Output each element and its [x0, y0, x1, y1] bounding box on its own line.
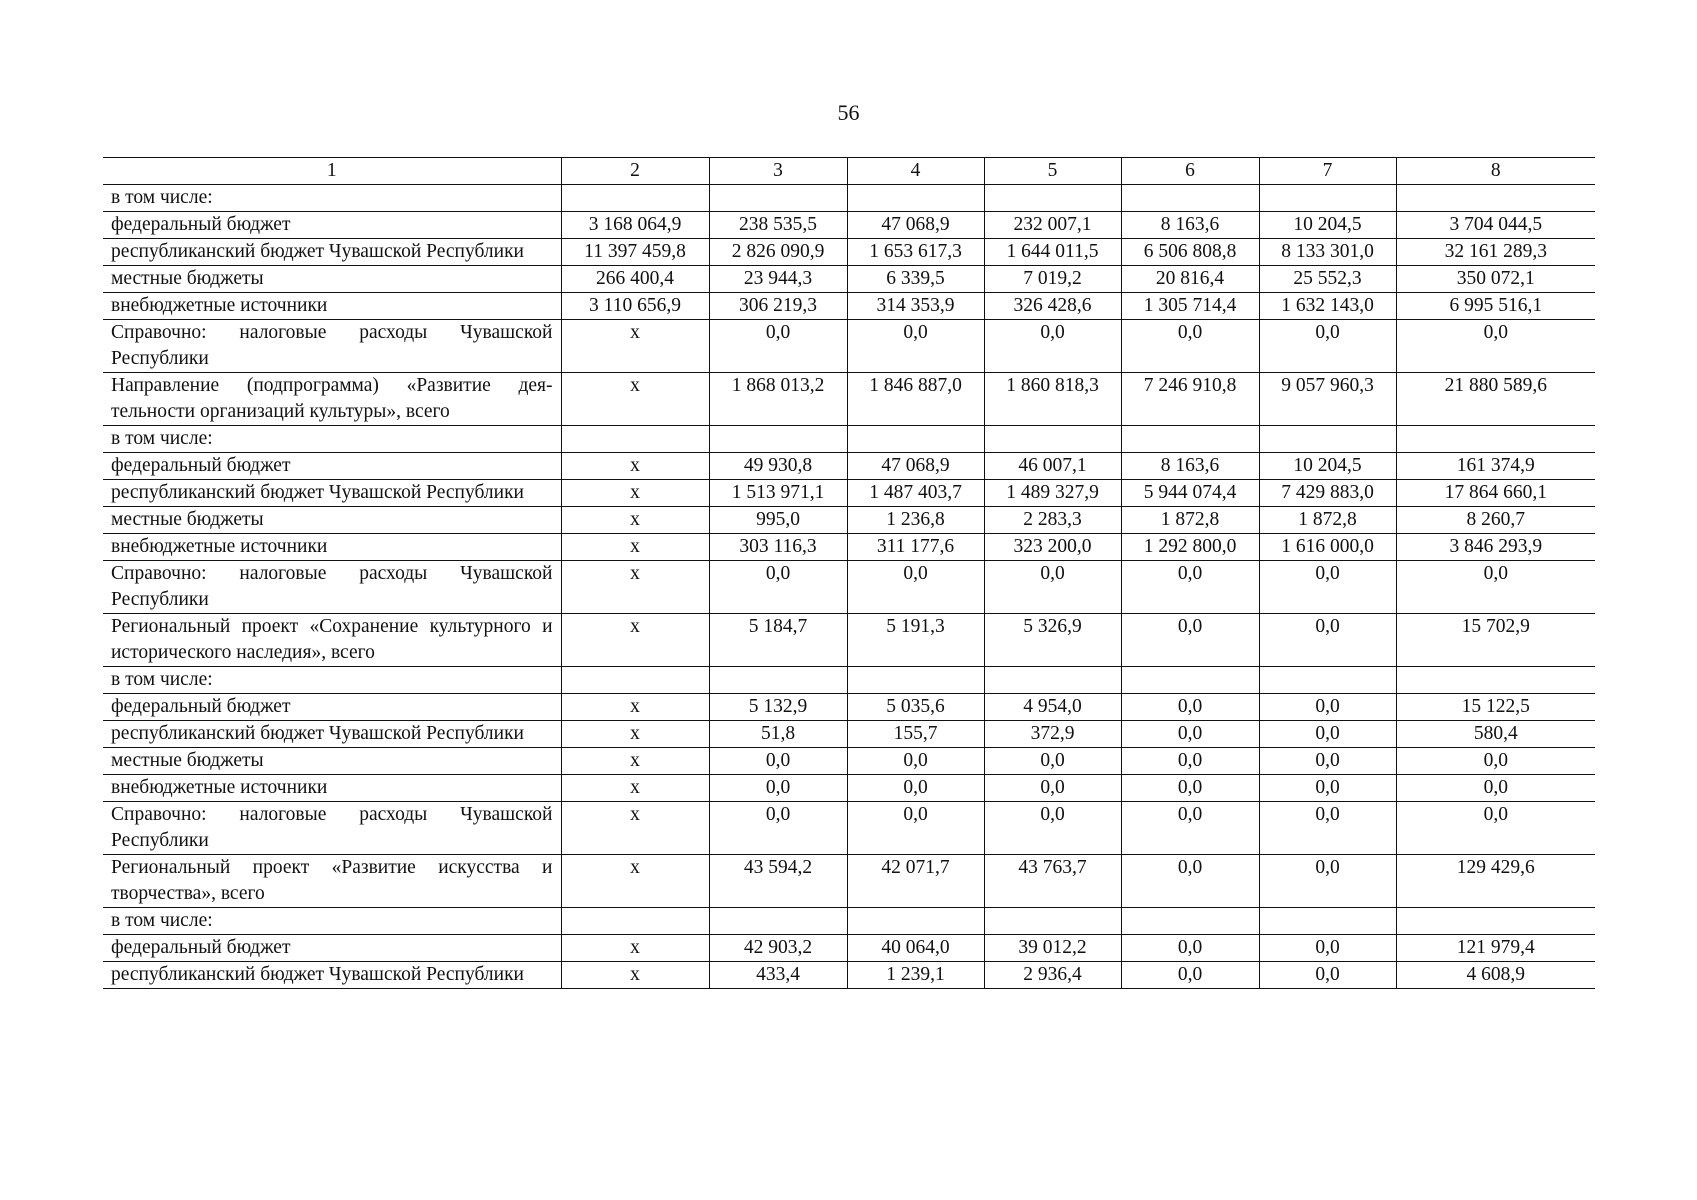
value-cell: x [561, 320, 709, 373]
table-row [103, 694, 1595, 721]
value-cell: 40 064,0 [847, 935, 984, 962]
table-row [103, 426, 1595, 453]
value-cell: 21 880 589,6 [1396, 373, 1595, 426]
value-cell: 1 489 327,9 [984, 480, 1121, 507]
value-cell: x [561, 721, 709, 748]
table-row [103, 775, 1595, 802]
value-cell: 0,0 [1121, 935, 1259, 962]
value-cell: 2 283,3 [984, 507, 1121, 534]
value-cell: 1 305 714,4 [1121, 293, 1259, 320]
row-label: Региональный проект «Развитие искусства и творчества», всего [103, 855, 561, 908]
value-cell: x [561, 561, 709, 614]
table-body [103, 185, 1595, 989]
table-row [103, 748, 1595, 775]
value-cell: 4 608,9 [1396, 962, 1595, 989]
value-cell: 326 428,6 [984, 293, 1121, 320]
value-cell: 0,0 [709, 320, 847, 373]
value-cell: 6 995 516,1 [1396, 293, 1595, 320]
value-cell: 0,0 [1121, 320, 1259, 373]
value-cell [709, 185, 847, 212]
row-label: внебюджетные источники [103, 293, 561, 320]
value-cell [561, 908, 709, 935]
value-cell [847, 426, 984, 453]
value-cell: 10 204,5 [1259, 212, 1396, 239]
value-cell: 3 846 293,9 [1396, 534, 1595, 561]
value-cell [561, 185, 709, 212]
row-label: Направление (подпрограмма) «Развитие деятельности организаций культуры», всего [103, 373, 561, 426]
value-cell: 17 864 660,1 [1396, 480, 1595, 507]
column-header: 7 [1259, 158, 1396, 185]
value-cell: 43 763,7 [984, 855, 1121, 908]
row-label: в том числе: [103, 185, 561, 212]
value-cell [1396, 667, 1595, 694]
value-cell: 39 012,2 [984, 935, 1121, 962]
value-cell: 433,4 [709, 962, 847, 989]
value-cell: 0,0 [709, 802, 847, 855]
value-cell: x [561, 775, 709, 802]
value-cell: 0,0 [1259, 561, 1396, 614]
value-cell: 23 944,3 [709, 266, 847, 293]
column-header: 4 [847, 158, 984, 185]
row-label: республиканский бюджет Чувашской Республики [103, 480, 561, 507]
value-cell: x [561, 534, 709, 561]
value-cell: 0,0 [1396, 561, 1595, 614]
value-cell: x [561, 855, 709, 908]
table-row [103, 614, 1595, 667]
value-cell: 0,0 [1259, 320, 1396, 373]
row-label: местные бюджеты [103, 266, 561, 293]
value-cell: 0,0 [847, 561, 984, 614]
table-row [103, 239, 1595, 266]
value-cell: 1 872,8 [1259, 507, 1396, 534]
value-cell: 1 632 143,0 [1259, 293, 1396, 320]
value-cell: 0,0 [1121, 748, 1259, 775]
value-cell: 0,0 [1259, 614, 1396, 667]
column-header: 5 [984, 158, 1121, 185]
value-cell: 4 954,0 [984, 694, 1121, 721]
row-label: Региональный проект «Сохранение культурного и исторического наследия», всего [103, 614, 561, 667]
value-cell: x [561, 453, 709, 480]
value-cell: 0,0 [847, 320, 984, 373]
value-cell: x [561, 507, 709, 534]
row-label: федеральный бюджет [103, 694, 561, 721]
value-cell: 42 903,2 [709, 935, 847, 962]
row-label: Справочно: налоговые расходы Чувашской Республики [103, 320, 561, 373]
table-row [103, 320, 1595, 373]
value-cell [984, 908, 1121, 935]
value-cell: 0,0 [1259, 855, 1396, 908]
value-cell: 11 397 459,8 [561, 239, 709, 266]
value-cell: 350 072,1 [1396, 266, 1595, 293]
value-cell [561, 667, 709, 694]
row-label: федеральный бюджет [103, 935, 561, 962]
value-cell [1121, 908, 1259, 935]
value-cell: 0,0 [984, 802, 1121, 855]
value-cell: 49 930,8 [709, 453, 847, 480]
value-cell: 1 513 971,1 [709, 480, 847, 507]
value-cell [1259, 185, 1396, 212]
value-cell: x [561, 614, 709, 667]
row-label: местные бюджеты [103, 748, 561, 775]
value-cell: 1 616 000,0 [1259, 534, 1396, 561]
table-row [103, 453, 1595, 480]
value-cell: 5 184,7 [709, 614, 847, 667]
value-cell: 0,0 [984, 561, 1121, 614]
value-cell: 47 068,9 [847, 212, 984, 239]
value-cell: 5 132,9 [709, 694, 847, 721]
value-cell: 0,0 [1396, 802, 1595, 855]
value-cell [1121, 185, 1259, 212]
value-cell: x [561, 802, 709, 855]
value-cell: 1 846 887,0 [847, 373, 984, 426]
value-cell [561, 426, 709, 453]
value-cell: 3 168 064,9 [561, 212, 709, 239]
value-cell [847, 667, 984, 694]
value-cell: x [561, 935, 709, 962]
value-cell: 303 116,3 [709, 534, 847, 561]
value-cell: 3 704 044,5 [1396, 212, 1595, 239]
value-cell: 266 400,4 [561, 266, 709, 293]
value-cell: 0,0 [1259, 802, 1396, 855]
row-label: республиканский бюджет Чувашской Республики [103, 962, 561, 989]
value-cell: 7 019,2 [984, 266, 1121, 293]
row-label: республиканский бюджет Чувашской Республики [103, 721, 561, 748]
row-label: внебюджетные источники [103, 534, 561, 561]
value-cell: 121 979,4 [1396, 935, 1595, 962]
table-row [103, 266, 1595, 293]
value-cell: 323 200,0 [984, 534, 1121, 561]
value-cell: 1 644 011,5 [984, 239, 1121, 266]
value-cell: 0,0 [1121, 962, 1259, 989]
table-row [103, 908, 1595, 935]
value-cell: 15 122,5 [1396, 694, 1595, 721]
value-cell: 7 429 883,0 [1259, 480, 1396, 507]
value-cell: 0,0 [1121, 561, 1259, 614]
value-cell [984, 667, 1121, 694]
value-cell: 0,0 [1121, 694, 1259, 721]
value-cell: 7 246 910,8 [1121, 373, 1259, 426]
value-cell: 0,0 [1259, 962, 1396, 989]
value-cell: 20 816,4 [1121, 266, 1259, 293]
table-row [103, 561, 1595, 614]
value-cell: 1 236,8 [847, 507, 984, 534]
value-cell: 5 326,9 [984, 614, 1121, 667]
value-cell: 0,0 [847, 775, 984, 802]
value-cell: x [561, 962, 709, 989]
value-cell: 238 535,5 [709, 212, 847, 239]
row-label: республиканский бюджет Чувашской Республики [103, 239, 561, 266]
value-cell: 580,4 [1396, 721, 1595, 748]
value-cell: 0,0 [984, 320, 1121, 373]
value-cell: 0,0 [847, 802, 984, 855]
value-cell [709, 426, 847, 453]
value-cell: 5 944 074,4 [1121, 480, 1259, 507]
value-cell: 51,8 [709, 721, 847, 748]
value-cell [709, 908, 847, 935]
value-cell: 42 071,7 [847, 855, 984, 908]
value-cell [847, 185, 984, 212]
value-cell: 1 487 403,7 [847, 480, 984, 507]
value-cell: 10 204,5 [1259, 453, 1396, 480]
value-cell: 0,0 [847, 748, 984, 775]
value-cell: 1 868 013,2 [709, 373, 847, 426]
column-number-header-row [103, 158, 1595, 185]
table-row [103, 802, 1595, 855]
value-cell: 0,0 [709, 561, 847, 614]
value-cell: 1 239,1 [847, 962, 984, 989]
value-cell: 0,0 [1121, 802, 1259, 855]
value-cell [1259, 667, 1396, 694]
value-cell: 5 035,6 [847, 694, 984, 721]
value-cell: 0,0 [1259, 775, 1396, 802]
value-cell [1396, 908, 1595, 935]
value-cell [709, 667, 847, 694]
table-row [103, 962, 1595, 989]
value-cell: 5 191,3 [847, 614, 984, 667]
value-cell: 155,7 [847, 721, 984, 748]
row-label: в том числе: [103, 908, 561, 935]
row-label: федеральный бюджет [103, 212, 561, 239]
table-row [103, 293, 1595, 320]
value-cell: 0,0 [1396, 775, 1595, 802]
value-cell [1396, 426, 1595, 453]
column-header: 2 [561, 158, 709, 185]
table-row [103, 373, 1595, 426]
table-row [103, 534, 1595, 561]
value-cell [1259, 426, 1396, 453]
value-cell: 9 057 960,3 [1259, 373, 1396, 426]
budget-table [103, 157, 1595, 989]
value-cell: 8 133 301,0 [1259, 239, 1396, 266]
value-cell [1396, 185, 1595, 212]
value-cell: 1 872,8 [1121, 507, 1259, 534]
table-row [103, 935, 1595, 962]
value-cell: 995,0 [709, 507, 847, 534]
row-label: Справочно: налоговые расходы Чувашской Республики [103, 561, 561, 614]
value-cell: x [561, 694, 709, 721]
value-cell: 0,0 [984, 748, 1121, 775]
value-cell: 129 429,6 [1396, 855, 1595, 908]
value-cell [984, 426, 1121, 453]
value-cell: 306 219,3 [709, 293, 847, 320]
value-cell: 0,0 [1396, 320, 1595, 373]
value-cell: 43 594,2 [709, 855, 847, 908]
value-cell: 0,0 [984, 775, 1121, 802]
table-row [103, 212, 1595, 239]
value-cell: 232 007,1 [984, 212, 1121, 239]
table-row [103, 185, 1595, 212]
value-cell: x [561, 748, 709, 775]
value-cell [1259, 908, 1396, 935]
value-cell: 1 292 800,0 [1121, 534, 1259, 561]
value-cell: 8 163,6 [1121, 212, 1259, 239]
column-header: 1 [103, 158, 561, 185]
value-cell [1121, 426, 1259, 453]
value-cell: 0,0 [1259, 935, 1396, 962]
value-cell: 8 163,6 [1121, 453, 1259, 480]
table-row [103, 480, 1595, 507]
value-cell: 0,0 [1121, 721, 1259, 748]
column-header: 6 [1121, 158, 1259, 185]
value-cell: 0,0 [1121, 855, 1259, 908]
value-cell: 2 936,4 [984, 962, 1121, 989]
value-cell: 32 161 289,3 [1396, 239, 1595, 266]
table-row [103, 667, 1595, 694]
row-label: в том числе: [103, 667, 561, 694]
value-cell: x [561, 480, 709, 507]
table-row [103, 507, 1595, 534]
value-cell: 0,0 [1259, 721, 1396, 748]
value-cell: 6 506 808,8 [1121, 239, 1259, 266]
value-cell [984, 185, 1121, 212]
value-cell [847, 908, 984, 935]
row-label: местные бюджеты [103, 507, 561, 534]
table-row [103, 855, 1595, 908]
row-label: внебюджетные источники [103, 775, 561, 802]
value-cell: 1 860 818,3 [984, 373, 1121, 426]
value-cell: 1 653 617,3 [847, 239, 984, 266]
table-row [103, 721, 1595, 748]
value-cell: x [561, 373, 709, 426]
value-cell: 0,0 [1259, 694, 1396, 721]
value-cell: 0,0 [1259, 748, 1396, 775]
value-cell: 0,0 [1396, 748, 1595, 775]
value-cell: 8 260,7 [1396, 507, 1595, 534]
column-header: 3 [709, 158, 847, 185]
value-cell: 15 702,9 [1396, 614, 1595, 667]
value-cell: 25 552,3 [1259, 266, 1396, 293]
value-cell: 46 007,1 [984, 453, 1121, 480]
value-cell: 372,9 [984, 721, 1121, 748]
value-cell: 3 110 656,9 [561, 293, 709, 320]
value-cell: 2 826 090,9 [709, 239, 847, 266]
value-cell: 0,0 [1121, 775, 1259, 802]
value-cell: 161 374,9 [1396, 453, 1595, 480]
value-cell: 0,0 [709, 748, 847, 775]
value-cell: 47 068,9 [847, 453, 984, 480]
value-cell [1121, 667, 1259, 694]
value-cell: 0,0 [1121, 614, 1259, 667]
row-label: Справочно: налоговые расходы Чувашской Республики [103, 802, 561, 855]
value-cell: 311 177,6 [847, 534, 984, 561]
column-header: 8 [1396, 158, 1595, 185]
value-cell: 314 353,9 [847, 293, 984, 320]
value-cell: 6 339,5 [847, 266, 984, 293]
row-label: федеральный бюджет [103, 453, 561, 480]
value-cell: 0,0 [709, 775, 847, 802]
row-label: в том числе: [103, 426, 561, 453]
page-number: 56 [837, 100, 860, 125]
